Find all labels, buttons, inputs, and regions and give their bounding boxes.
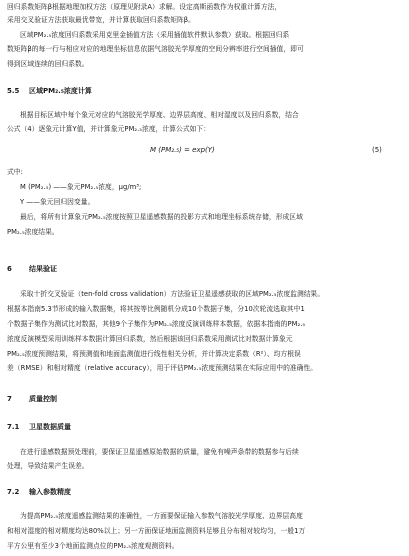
paragraph-line: 浓度反演模型采用训练样本数据计算回归系数，然后根据该回归系数采用测试比对数据计算象元 xyxy=(7,335,293,343)
section-title: 输入参数精度 xyxy=(29,488,71,496)
paragraph-line: 在进行遥感数据预处理前，要保证卫星遥感原始数据的质量，避免有噪声条带的数据参与后续 xyxy=(20,448,299,456)
section-number: 7 xyxy=(7,395,12,403)
paragraph-line: 采用交叉验证方法获取最优带宽，并计算获取回归系数矩阵β。 xyxy=(7,16,195,24)
section-heading-7 xyxy=(7,395,57,404)
paragraph-line: 区域PM₂.₅浓度回归系数采用克里金插值方法（采用插值软件默认参数）获取。根据回归系 xyxy=(20,31,290,39)
paragraph-line: 个数据子集作为测试比对数据，其他9个子集作为PM₂.₅浓度反演训练样本数据，依据本指南的PM₂.₅ xyxy=(7,320,306,328)
section-heading-7-1 xyxy=(7,423,71,432)
paragraph-line: 根据目标区域中每个象元对应的气溶胶光学厚度、边界层高度、相对湿度以及回归系数，结合 xyxy=(20,111,299,119)
section-title: 结果验证 xyxy=(29,265,57,273)
section-number: 7.1 xyxy=(7,423,20,431)
paragraph-line: 根据本指南5.3节形成的输入数据集，将其按等比例随机分成10个数据子集，分10次轮流选取其中1 xyxy=(7,305,305,313)
where-intro: 式中: xyxy=(7,168,23,176)
paragraph-line: 公式（4）逐象元计算Y值，并计算象元PM₂.₅浓度，计算公式如下： xyxy=(7,125,211,133)
formula: M (PM₂.₅) = exp(Y) xyxy=(150,146,215,154)
paragraph-line: 处理，导致结果产生误差。 xyxy=(7,462,89,470)
paragraph-line: 得到区域连续的回归系数。 xyxy=(7,60,89,68)
section-heading-5-5 xyxy=(7,87,92,96)
section-number: 7.2 xyxy=(7,488,20,496)
where-item: Y ——象元回归因变量。 xyxy=(20,198,95,206)
paragraph-line: 和相对湿度的相对精度均达80%以上；另一方面保证地面监测资料足够且分布相对较均匀，一般1万 xyxy=(7,527,306,535)
paragraph-line: PM₂.₅浓度结果。 xyxy=(7,228,59,236)
section-title: 质量控制 xyxy=(29,395,57,403)
paragraph-line: 最后，将所有计算象元PM₂.₅浓度按照卫星遥感数据的投影方式和地理坐标系统存储，形成区域 xyxy=(20,213,303,221)
section-title: 卫星数据质量 xyxy=(29,423,71,431)
section-number: 5.5 xyxy=(7,87,20,95)
paragraph-line: 回归系数矩阵β根据地理加权方法（原理见附录A）求解。设定高斯函数作为权重计算方法， xyxy=(7,3,282,11)
paragraph-line: 为提高PM₂.₅浓度遥感监测结果的准确性，一方面要保证输入参数气溶胶光学厚度、边界层高度 xyxy=(20,512,303,520)
section-heading-6 xyxy=(7,265,57,274)
paragraph-line: 数矩阵β的每一行与相应对应的地理坐标信息依据气溶胶光学厚度的空间分辨率进行空间插值，即可 xyxy=(7,45,304,53)
equation-number: (5) xyxy=(372,146,382,154)
paragraph-line: 采取十折交叉验证（ten-fold cross validation）方法验证卫星遥感获取的区域PM₂.₅浓度监测结果。 xyxy=(20,290,325,298)
section-number: 6 xyxy=(7,265,12,273)
where-item: M (PM₂.₅) ——象元PM₂.₅浓度，μg/m³; xyxy=(20,183,142,191)
section-title: 区域PM₂.₅浓度计算 xyxy=(29,87,92,95)
paragraph-line: 平方公里有至少3个地面监测点位的PM₂.₅浓度观测资料。 xyxy=(7,542,179,550)
paragraph-line: 差（RMSE）和相对精度（relative accuracy），用于评估PM₂.₅浓度预测结果在实际应用中的准确性。 xyxy=(7,364,318,372)
paragraph-line: PM₂.₅浓度预测结果，将预测值和地面监测值进行线性相关分析，并计算决定系数（R²）、均方根误 xyxy=(7,350,301,358)
section-heading-7-2 xyxy=(7,488,71,497)
